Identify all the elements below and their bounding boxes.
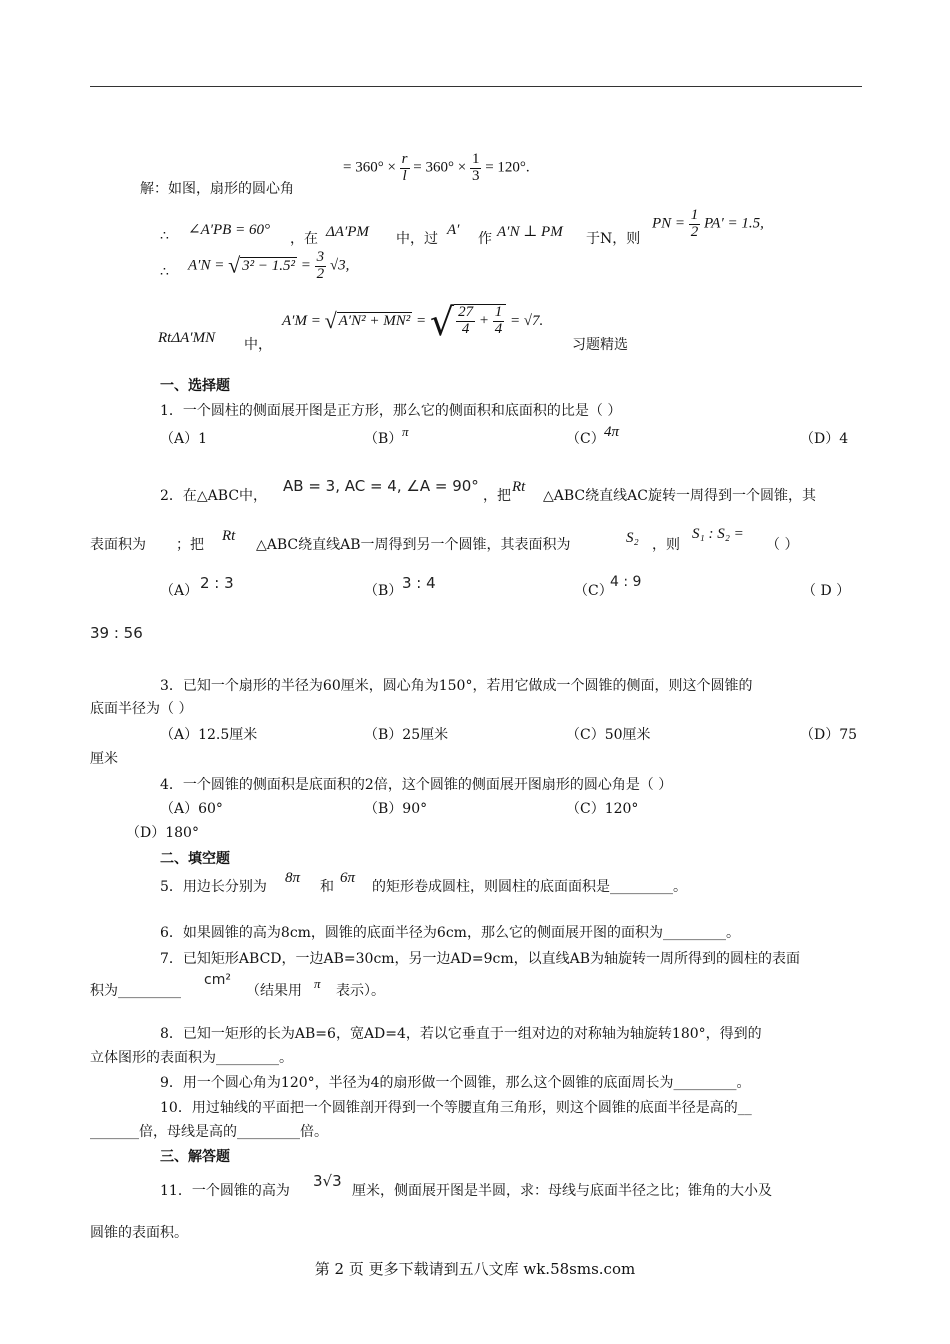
q1-option-c: （C） bbox=[566, 431, 605, 447]
q2-option-b: （B） bbox=[364, 583, 403, 599]
solution-line2-foot: 于N，则 bbox=[586, 231, 641, 247]
q1-option-a: （A）1 bbox=[160, 431, 208, 447]
q3-option-c: （C）50厘米 bbox=[566, 727, 651, 743]
q5-math-1: 8π bbox=[285, 870, 301, 886]
q4-option-c: （C）120° bbox=[566, 801, 639, 817]
q3-option-b: （B）25厘米 bbox=[364, 727, 449, 743]
q2-ratio: S₁ : S₂ = bbox=[692, 526, 744, 542]
q2-line2-part1: 表面积为 bbox=[90, 537, 146, 553]
q2-option-c: （C） bbox=[574, 583, 613, 599]
q11-math: 3√3 bbox=[313, 1172, 342, 1190]
q2-option-c-math: 4 : 9 bbox=[610, 574, 642, 590]
perp-formula: A′N ⊥ PM bbox=[497, 224, 563, 240]
q2-option-a-math: 2 : 3 bbox=[200, 574, 234, 592]
exercise-heading: 习题精选 bbox=[572, 337, 628, 353]
q1-option-c-math: 4π bbox=[604, 424, 620, 440]
section-answer-title: 三、解答题 bbox=[160, 1149, 230, 1165]
q2-rt-symbol-2: Rt bbox=[222, 528, 236, 544]
point-formula: A′ bbox=[447, 222, 460, 238]
q2-line2-part3: △ABC绕直线AB一周得到另一个圆锥，其表面积为 bbox=[256, 537, 571, 553]
page-footer: 第 2 页 更多下载请到五八文库 wk.58sms.com bbox=[314, 1260, 636, 1278]
q2-given-formula: AB = 3, AC = 4, ∠A = 90° bbox=[283, 477, 479, 495]
q7-line2: 积为_________ bbox=[90, 983, 181, 999]
q5-part2: 和 bbox=[320, 879, 334, 895]
q1-option-b-math: π bbox=[402, 424, 409, 439]
q7-line2b: （结果用 bbox=[246, 983, 302, 999]
q4-option-a: （A）60° bbox=[160, 801, 223, 817]
triangle-formula: ΔA′PM bbox=[326, 224, 369, 240]
solution-line2-in: ，在 bbox=[290, 231, 318, 247]
q3-option-d-unit: 厘米 bbox=[90, 751, 118, 767]
q8-line2: 立体图形的表面积为_________。 bbox=[90, 1050, 293, 1066]
section-fill-title: 二、填空题 bbox=[160, 851, 230, 867]
q2-rt-symbol: Rt bbox=[512, 479, 526, 495]
solution-line2-make: 作 bbox=[478, 231, 492, 247]
q6-stem: 6．如果圆锥的高为8cm，圆锥的底面半径为6cm，那么它的侧面展开图的面积为_________。 bbox=[160, 925, 740, 941]
solution-line1-formula: = 360° × $\frac{r}{l}$ = 360° × $\frac{1}{3}$ = 120°. bbox=[343, 151, 530, 184]
q2-s2: S₂ bbox=[626, 530, 639, 546]
q7-pi: π bbox=[314, 976, 321, 991]
q2-line2-part2: ；把 bbox=[176, 537, 204, 553]
q2-option-d-math: 39 : 56 bbox=[90, 624, 143, 642]
q4-option-b: （B）90° bbox=[364, 801, 428, 817]
q2-stem-part1: 2．在△ABC中， bbox=[160, 488, 268, 504]
q2-stem-part2: ，把 bbox=[483, 488, 511, 504]
angle-formula: ∠A′PB = 60° bbox=[188, 222, 270, 238]
an-formula: A′N = √ 3² − 1.5² = $\frac{3}{2}$ √3, bbox=[188, 249, 350, 282]
q1-option-b: （B） bbox=[364, 431, 403, 447]
q2-option-b-math: 3 : 4 bbox=[402, 574, 436, 592]
q3-option-d: （D）75 bbox=[800, 727, 858, 743]
q2-option-d: （ D ） bbox=[802, 583, 851, 599]
therefore-symbol: ∴ bbox=[160, 228, 169, 244]
q7-stem: 7．已知矩形ABCD，一边AB=30cm，另一边AD=9cm，以直线AB为轴旋转一周所得到的圆柱的表面 bbox=[160, 951, 801, 967]
pn-formula: PN = $\frac{1}{2}$ PA′ = 1.5, bbox=[652, 207, 764, 240]
rt-triangle-formula: RtΔA′MN bbox=[158, 330, 216, 346]
q7-unit: cm² bbox=[204, 972, 231, 988]
q11-part2: 厘米，侧面展开图是半圆，求：母线与底面半径之比；锥角的大小及 bbox=[352, 1183, 772, 1199]
header-rule bbox=[90, 86, 862, 87]
q2-option-a: （A） bbox=[160, 583, 199, 599]
q2-line2-part4: ，则 bbox=[652, 537, 680, 553]
therefore-symbol-2: ∴ bbox=[160, 264, 169, 280]
q7-line2c: 表示）。 bbox=[336, 983, 385, 999]
q8-stem: 8．已知一矩形的长为AB=6，宽AD=4，若以它垂直于一组对边的对称轴为轴旋转180°，得到的 bbox=[160, 1026, 762, 1042]
solution-line1-text: 解：如图，扇形的圆心角 bbox=[140, 181, 294, 197]
q3-stem: 3．已知一个扇形的半径为60厘米，圆心角为150°，若用它做成一个圆锥的侧面，则这个圆锥的 bbox=[160, 678, 753, 694]
q11-line2: 圆锥的表面积。 bbox=[90, 1225, 188, 1241]
q2-paren: （ ） bbox=[766, 537, 799, 553]
q10-stem: 10．用过轴线的平面把一个圆锥剖开得到一个等腰直角三角形，则这个圆锥的底面半径是高的__ bbox=[160, 1100, 752, 1116]
q5-math-2: 6π bbox=[340, 870, 356, 886]
q9-stem: 9．用一个圆心角为120°，半径为4的扇形做一个圆锥，那么这个圆锥的底面周长为_________。 bbox=[160, 1075, 751, 1091]
q3-stem-2: 底面半径为（ ） bbox=[90, 701, 193, 717]
q1-stem: 1．一个圆柱的侧面展开图是正方形，那么它的侧面积和底面积的比是（ ） bbox=[160, 403, 622, 419]
q2-stem-part3: △ABC绕直线AC旋转一周得到一个圆锥，其 bbox=[543, 488, 816, 504]
am-formula: A′M = √ A′N² + MN² = √ $\frac{27}{4}$ + $\frac{1}{4}$ = √7. bbox=[282, 300, 544, 344]
solution-line4-in: 中， bbox=[244, 337, 272, 353]
q3-option-a: （A）12.5厘米 bbox=[160, 727, 258, 743]
q5-part3: 的矩形卷成圆柱，则圆柱的底面面积是_________。 bbox=[372, 879, 687, 895]
q11-part1: 11．一个圆锥的高为 bbox=[160, 1183, 290, 1199]
section-choice-title: 一、选择题 bbox=[160, 378, 230, 394]
q1-option-d: （D）4 bbox=[800, 431, 849, 447]
solution-line2-mid: 中，过 bbox=[396, 231, 438, 247]
q10-line2: _______倍，母线是高的_________倍。 bbox=[90, 1124, 328, 1140]
q4-option-d: （D）180° bbox=[126, 825, 199, 841]
q5-part1: 5．用边长分别为 bbox=[160, 879, 267, 895]
q4-stem: 4．一个圆锥的侧面积是底面积的2倍，这个圆锥的侧面展开图扇形的圆心角是（ ） bbox=[160, 777, 673, 793]
